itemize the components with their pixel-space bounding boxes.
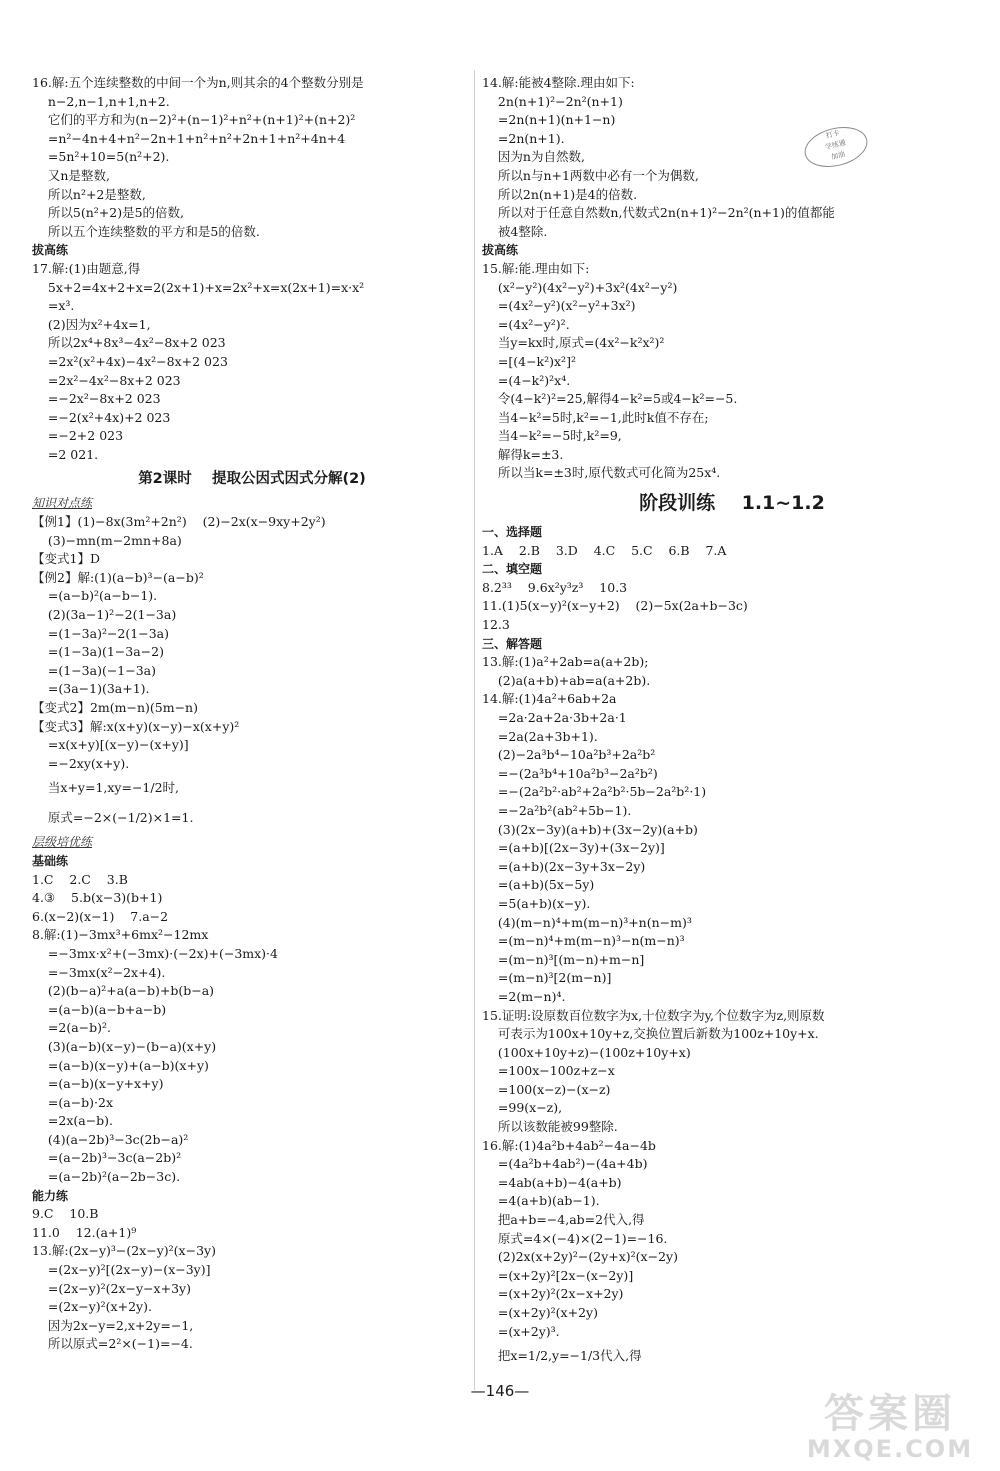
text-line: =(1−3a)(−1−3a) <box>32 662 157 678</box>
text-line: 当4−k²=−5时,k²=9, <box>482 428 622 444</box>
text-line: =2(m−n)⁴. <box>482 988 566 1004</box>
text-line: =(4x²−y²)². <box>482 316 570 332</box>
text-line: 1.A 2.B 3.D 4.C 5.C 6.B 7.A <box>482 542 727 558</box>
subsection-label: 拔高练 <box>482 243 519 258</box>
text-line: 所以5(n²+2)是5的倍数, <box>32 205 185 221</box>
section-label: 层级培优练 <box>32 835 93 850</box>
text-line: =(a−2b)³−3c(a−2b)² <box>32 1150 182 1166</box>
section-heading: 第2课时 提取公因式因式分解(2) <box>138 471 366 488</box>
text-line: =(a−b)·2x <box>32 1094 114 1110</box>
text-line: =2(a−b)². <box>32 1020 111 1036</box>
text-line: 15.解:能.理由如下: <box>482 260 590 276</box>
text-line: 因为2x−y=2,x+2y=−1, <box>32 1317 194 1333</box>
text-line: =(x+2y)³. <box>482 1323 560 1339</box>
text-line: =4(a+b)(ab−1). <box>482 1193 600 1209</box>
stamp-line: 打卡 <box>825 128 841 140</box>
text-line: =(1−3a)(1−3a−2) <box>32 644 164 660</box>
text-line: =4ab(a+b)−4(a+b) <box>482 1174 622 1190</box>
section-heading: 阶段训练 1.1~1.2 <box>639 492 825 515</box>
text-line: 所以五个连续整数的平方和是5的倍数. <box>32 223 260 239</box>
text-line: 当4−k²=5时,k²=−1,此时k值不存在; <box>482 409 709 425</box>
text-line: 所以n²+2是整数, <box>32 186 146 202</box>
text-line: (3)(a−b)(x−y)−(b−a)(x+y) <box>32 1038 217 1054</box>
text-line: 【变式3】解:x(x+y)(x−y)−x(x+y)² <box>32 718 240 734</box>
text-line: (2)−2a³b⁴−10a²b³+2a²b² <box>482 747 656 763</box>
text-line: 所以2x⁴+8x³−4x²−8x+2 023 <box>32 335 226 351</box>
text-line: 12.3 <box>482 617 510 633</box>
text-line: =(a+b)(5x−5y) <box>482 877 595 893</box>
text-line: =−3mx(x²−2x+4). <box>32 964 166 980</box>
stamp-line: 加油 <box>830 150 846 162</box>
text-line: =(3a−1)(3a+1). <box>32 681 150 697</box>
text-line: =(2x−y)²(x+2y). <box>32 1299 152 1315</box>
text-line: 所以对于任意自然数n,代数式2n(n+1)²−2n²(n+1)的值都能 <box>482 205 835 221</box>
text-line: =(x+2y)²(x+2y) <box>482 1305 598 1320</box>
text-line: 15.证明:设原数百位数字为x,十位数字为y,个位数字为z,则原数 <box>482 1007 825 1023</box>
text-line: =5(a+b)(x−y). <box>482 895 591 911</box>
text-line: 把x=1/2,y=−1/3代入,得 <box>482 1348 642 1364</box>
text-line: =(x+2y)²[2x−(x−2y)] <box>482 1267 634 1283</box>
text-line: 当x+y=1,xy=−1/2时, <box>32 780 180 796</box>
text-line: 14.解:能被4整除.理由如下: <box>482 75 635 90</box>
text-line: =n²−4n+4+n²−2n+1+n²+n²+2n+1+n²+4n+4 <box>32 130 346 146</box>
text-line: =(a−b)²(a−b−1). <box>32 588 158 604</box>
text-line: (2)(3a−1)²−2(1−3a) <box>32 607 177 623</box>
text-line: =2x²(x²+4x)−4x²−8x+2 023 <box>32 353 228 369</box>
text-line: 【例2】解:(1)(a−b)³−(a−b)² <box>32 569 204 585</box>
text-line: =−(2a²b²·ab²+2a²b²·5b−2a²b²·1) <box>482 784 707 800</box>
text-line: (2)2x(x+2y)²−(2y+x)²(x−2y) <box>482 1249 678 1265</box>
text-line: (x²−y²)(4x²−y²)+3x²(4x²−y²) <box>482 279 678 295</box>
text-line: =2x²−4x²−8x+2 023 <box>32 372 181 388</box>
text-line: =2a·2a+2a·3b+2a·1 <box>482 710 627 725</box>
text-line: =−(2a³b⁴+10a²b³−2a²b²) <box>482 765 658 781</box>
text-line: =x(x+y)[(x−y)−(x+y)] <box>32 737 189 753</box>
text-line: =2n(n+1)(n+1−n) <box>482 112 616 128</box>
text-line: 它们的平方和为(n−2)²+(n−1)²+n²+(n+1)²+(n+2)² <box>32 112 356 128</box>
text-line: 16.解:五个连续整数的中间一个为n,则其余的4个整数分别是 <box>32 75 364 90</box>
text-line: =(a−b)(x−y+x+y) <box>32 1076 164 1092</box>
text-line: 令(4−k²)²=25,解得4−k²=5或4−k²=−5. <box>482 391 738 407</box>
text-line: =(4a²b+4ab²)−(4a+4b) <box>482 1156 648 1172</box>
text-line: 所以原式=2²×(−1)=−4. <box>32 1336 193 1352</box>
text-line: =(a+b)(2x−3y+3x−2y) <box>482 858 646 874</box>
text-line: =(a+b)[(2x−3y)+(3x−2y)] <box>482 840 665 856</box>
text-line: 14.解:(1)4a²+6ab+2a <box>482 691 617 707</box>
text-line: 可表示为100x+10y+z,交换位置后新数为100z+10y+x. <box>482 1026 819 1042</box>
watermark-url: MXQE.COM <box>806 1435 974 1463</box>
column-divider <box>474 70 475 1390</box>
text-line: 5x+2=4x+2+x=2(2x+1)+x=2x²+x=x(2x+1)=x·x² <box>32 279 365 295</box>
text-line: 所以2n(n+1)是4的倍数. <box>482 186 638 202</box>
text-line: 13.解:(2x−y)³−(2x−y)²(x−3y) <box>32 1243 216 1259</box>
text-line: =[(4−k²)x²]² <box>482 353 576 369</box>
text-line: 把a+b=−4,ab=2代入,得 <box>482 1212 645 1228</box>
text-line: (100x+10y+z)−(100z+10y+x) <box>482 1044 691 1060</box>
text-line: 又n是整数, <box>32 167 110 183</box>
text-line: 13.解:(1)a²+2ab=a(a+2b); <box>482 654 649 670</box>
text-line: =(m−n)³[2(m−n)] <box>482 970 612 986</box>
stamp-line: 学练通 <box>824 138 847 152</box>
subsection-label: 一、选择题 <box>482 525 543 540</box>
text-line: =100(x−z)−(x−z) <box>482 1081 611 1097</box>
text-line: =100x−100z+z−x <box>482 1063 615 1079</box>
text-line: =−2x²−8x+2 023 <box>32 391 161 407</box>
text-line: 所以当k=±3时,原代数式可化简为25x⁴. <box>482 465 721 481</box>
text-line: =−2xy(x+y). <box>32 755 130 771</box>
text-line: =−2(x²+4x)+2 023 <box>32 409 171 425</box>
text-line: 11.(1)5(x−y)²(x−y+2) (2)−5x(2a+b−3c) <box>482 598 748 614</box>
subsection-label: 二、填空题 <box>482 562 543 577</box>
text-line: =(a−2b)²(a−2b−3c). <box>32 1169 181 1185</box>
text-line: (4)(a−2b)³−3c(2b−a)² <box>32 1131 189 1147</box>
subsection-label: 能力练 <box>32 1188 69 1203</box>
text-line: 因为n为自然数, <box>482 149 585 165</box>
text-line: =2x(a−b). <box>32 1113 114 1129</box>
text-line: =(4x²−y²)(x²−y²+3x²) <box>482 298 636 314</box>
text-line: (2)(b−a)²+a(a−b)+b(b−a) <box>32 983 215 999</box>
text-line: 11.0 12.(a+1)⁹ <box>32 1224 137 1240</box>
text-line: 8.解:(1)−3mx³+6mx²−12mx <box>32 927 209 943</box>
text-line: =−2a²b²(ab²+5b−1). <box>482 802 632 818</box>
text-line: 【变式1】D <box>32 551 100 567</box>
text-line: 8.2³³ 9.6x²y³z³ 10.3 <box>482 579 628 595</box>
text-line: =(2x−y)²(2x−y−x+3y) <box>32 1280 191 1296</box>
text-line: =(m−n)³[(m−n)+m−n] <box>482 951 645 967</box>
text-line: =(4−k²)²x⁴. <box>482 372 571 388</box>
text-line: =2 021. <box>32 446 99 462</box>
text-line: 4.③ 5.b(x−3)(b+1) <box>32 890 163 906</box>
text-line: 16.解:(1)4a²b+4ab²−4a−4b <box>482 1137 656 1153</box>
text-line: 原式=−2×(−1/2)×1=1. <box>32 810 194 826</box>
text-line: =(a−b)(x−y)+(a−b)(x+y) <box>32 1057 209 1073</box>
text-line: n−2,n−1,n+1,n+2. <box>32 93 170 109</box>
text-line: =−2+2 023 <box>32 428 124 444</box>
text-line: 2n(n+1)²−2n²(n+1) <box>482 93 623 109</box>
text-line: (4)(m−n)⁴+m(m−n)³+n(n−m)³ <box>482 914 692 930</box>
text-line: 所以该数能被99整除. <box>482 1119 618 1135</box>
text-line: 6.(x−2)(x−1) 7.a−2 <box>32 908 169 924</box>
watermark-text: 答案圈 <box>824 1391 956 1437</box>
text-line: (2)因为x²+4x=1, <box>32 316 151 332</box>
subsection-label: 基础练 <box>32 853 69 868</box>
text-line: =2n(n+1). <box>482 130 565 146</box>
text-line: 解得k=±3. <box>482 446 564 462</box>
text-line: =−3mx·x²+(−3mx)·(−2x)+(−3mx)·4 <box>32 945 278 961</box>
text-line: =99(x−z), <box>482 1100 563 1116</box>
watermark-logo <box>790 1392 990 1464</box>
text-line: =5n²+10=5(n²+2). <box>32 149 170 165</box>
text-line: =2a(2a+3b+1). <box>482 728 598 744</box>
left-column <box>32 74 472 1354</box>
text-line: =(x+2y)²(2x−x+2y) <box>482 1286 624 1302</box>
text-line: =(2x−y)²[(2x−y)−(x−3y)] <box>32 1262 211 1278</box>
section-label: 知识对点练 <box>32 496 93 511</box>
text-line: 17.解:(1)由题意,得 <box>32 260 141 276</box>
text-line: =x³. <box>32 298 75 314</box>
text-line: 1.C 2.C 3.B <box>32 871 128 887</box>
text-line: =(m−n)⁴+m(m−n)³−n(m−n)³ <box>482 933 685 949</box>
subsection-label: 三、解答题 <box>482 636 543 651</box>
right-column <box>482 74 982 1371</box>
text-line: (3)−mn(m−2mn+8a) <box>32 532 182 548</box>
text-line: 【例1】(1)−8x(3m²+2n²) (2)−2x(x−9xy+2y²) <box>32 514 326 530</box>
text-line: 原式=4×(−4)×(2−1)=−16. <box>482 1230 668 1246</box>
text-line: 【变式2】2m(m−n)(5m−n) <box>32 700 198 715</box>
subsection-label: 拔高练 <box>32 243 69 258</box>
page-number: —146— <box>470 1382 530 1400</box>
text-line: 被4整除. <box>482 223 548 239</box>
text-line: 9.C 10.B <box>32 1206 99 1222</box>
text-line: =(a−b)(a−b+a−b) <box>32 1001 167 1017</box>
text-line: (2)a(a+b)+ab=a(a+2b). <box>482 672 651 688</box>
text-line: 所以n与n+1两数中必有一个为偶数, <box>482 167 699 183</box>
text-line: =(1−3a)²−2(1−3a) <box>32 625 169 641</box>
text-line: 当y=kx时,原式=(4x²−k²x²)² <box>482 335 665 351</box>
text-line: (3)(2x−3y)(a+b)+(3x−2y)(a+b) <box>482 821 698 837</box>
